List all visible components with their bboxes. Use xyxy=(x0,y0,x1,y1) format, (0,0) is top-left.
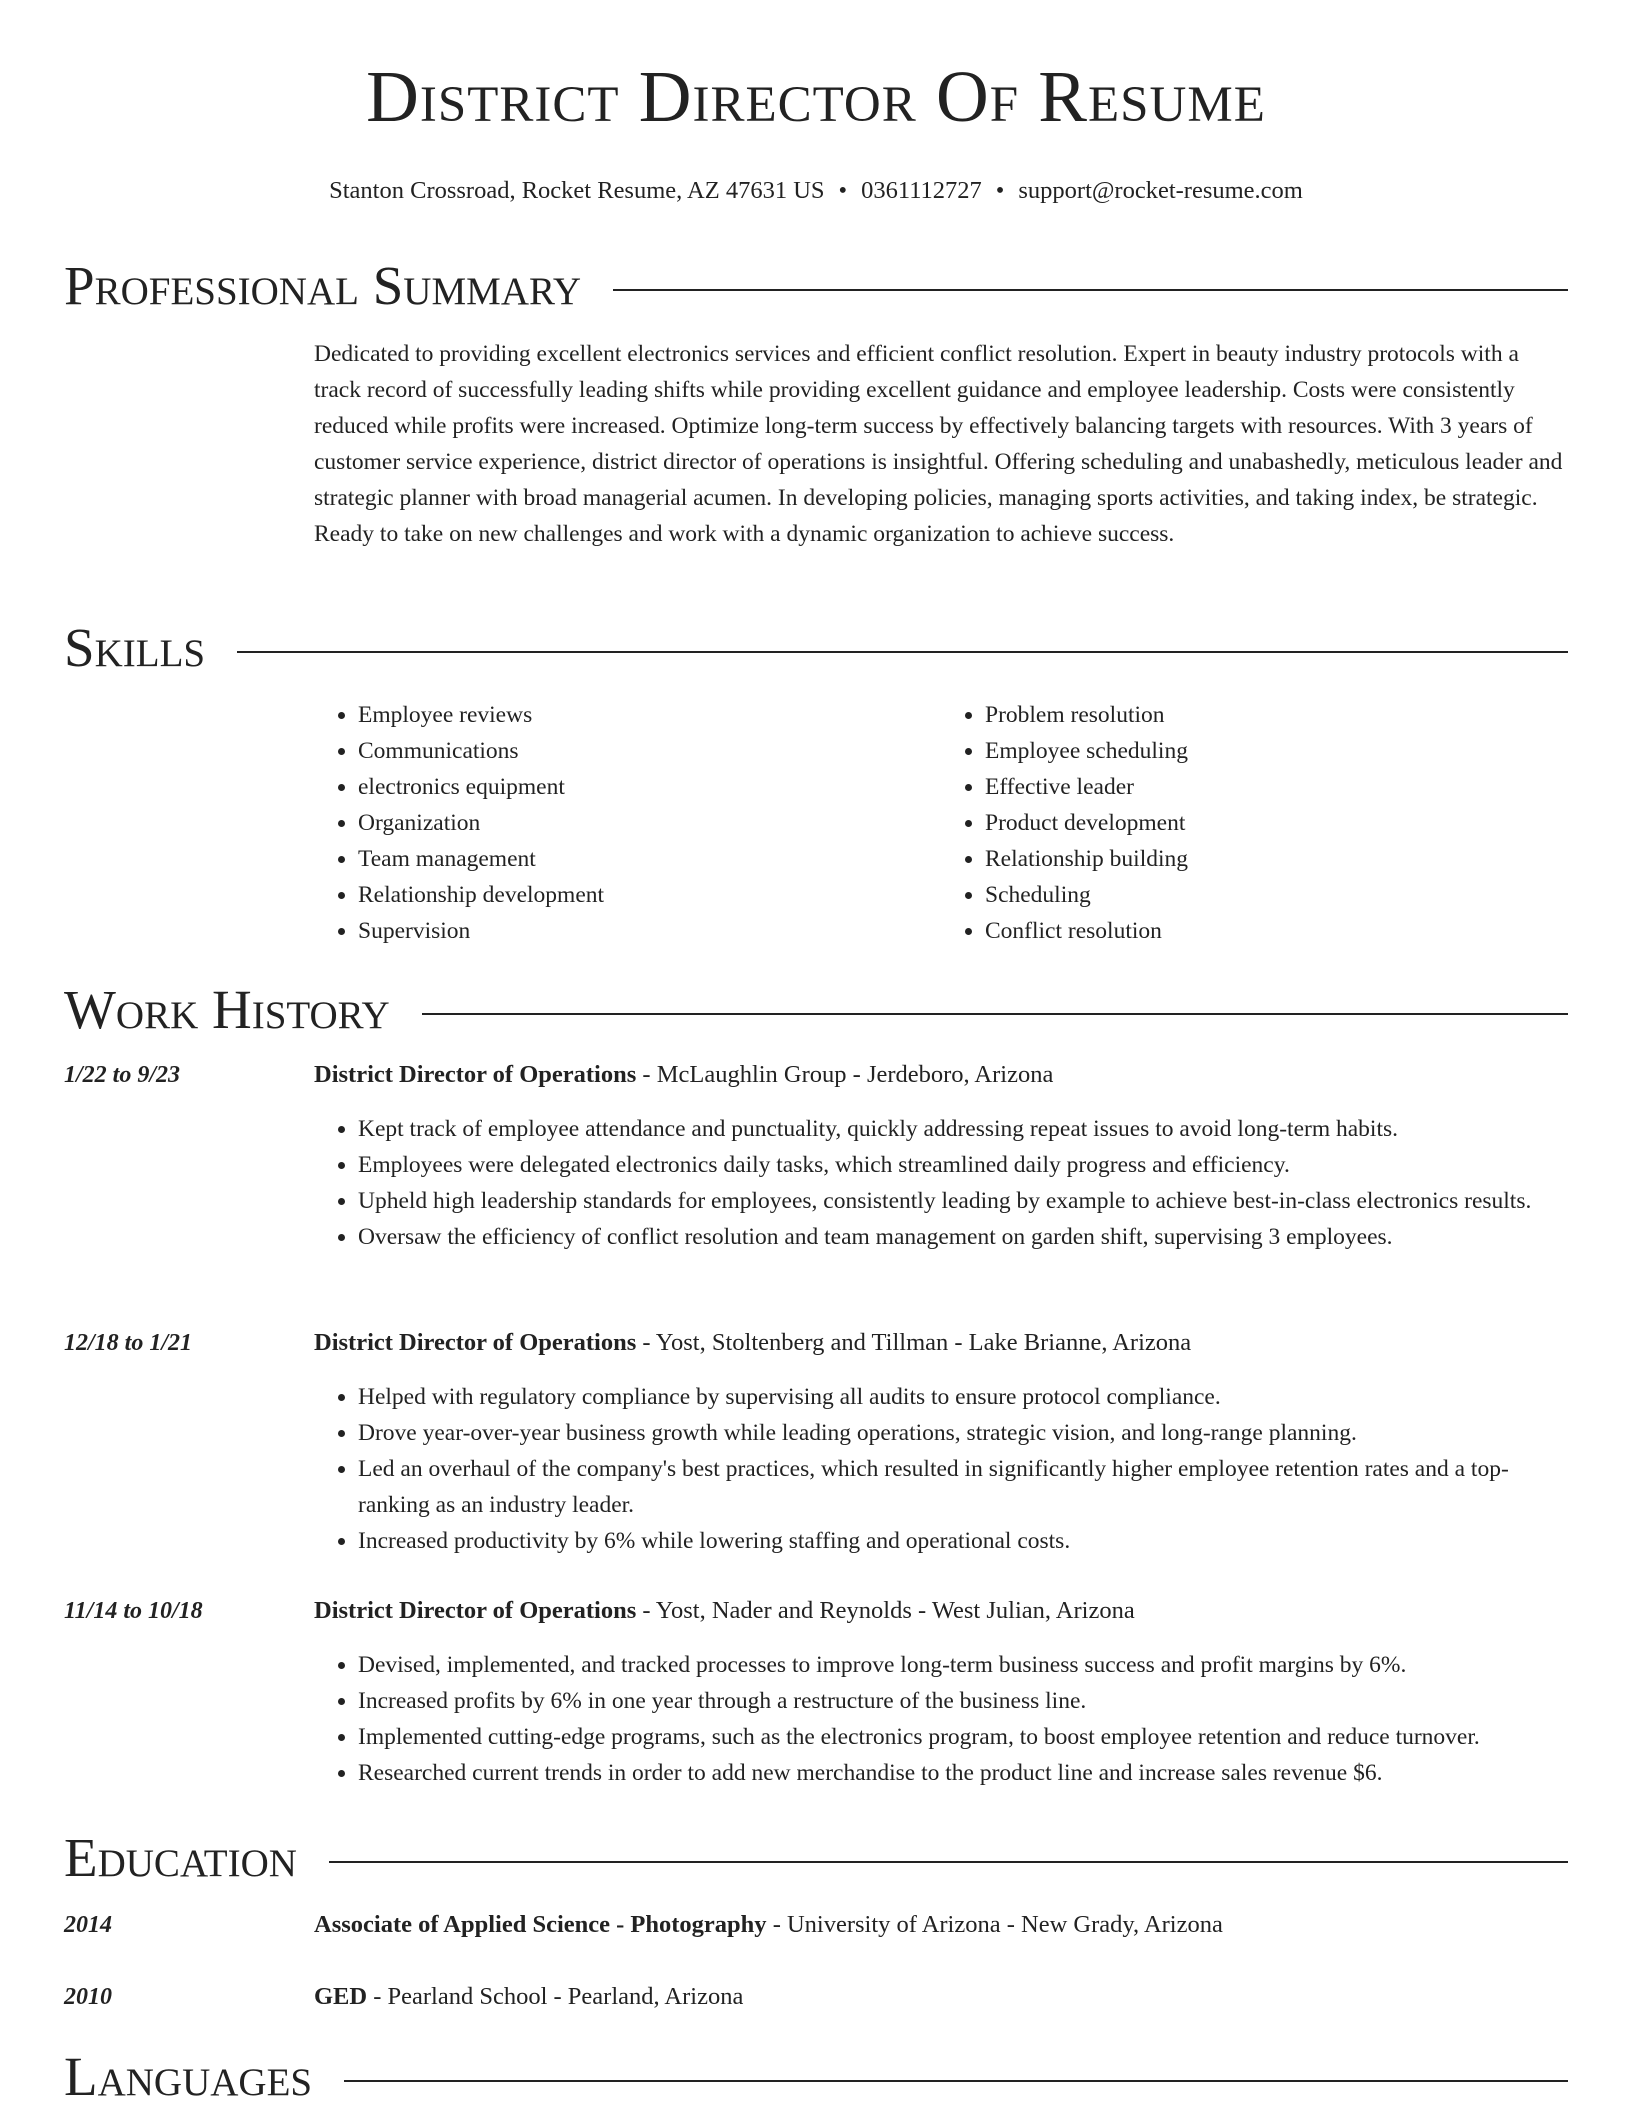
skills-section-header xyxy=(64,617,1568,678)
languages-section-header xyxy=(64,2046,1568,2107)
job-bullet: • Kept track of employee attendance and punctuality, quickly addressing repeat issues to avoid long-term habits. xyxy=(358,1111,1568,1147)
skill-item: • Employee scheduling xyxy=(985,733,1568,769)
section-divider xyxy=(344,2080,1568,2082)
skill-item: • Effective leader xyxy=(985,769,1568,805)
job-bullet: • Oversaw the efficiency of conflict resolution and team management on garden shift, supervising 3 employees. xyxy=(358,1219,1568,1255)
skill-item: • Organization xyxy=(358,805,941,841)
job-title: District Director of Operations xyxy=(314,1597,637,1624)
education-section-header xyxy=(64,1827,1568,1888)
education-entry xyxy=(314,1907,1568,1943)
skill-item: • Supervision xyxy=(358,913,941,949)
section-divider xyxy=(329,1861,1568,1863)
skill-item: • Communications xyxy=(358,733,941,769)
section-divider xyxy=(613,289,1568,291)
job-dates: 1/22 to 9/23 xyxy=(64,1062,181,1088)
job-title-line xyxy=(314,1593,1568,1629)
job-title-line xyxy=(314,1057,1568,1093)
skill-item: • Relationship development xyxy=(358,877,941,913)
skills-list xyxy=(314,697,1568,949)
education-heading: Education xyxy=(64,1827,297,1888)
contact-address: Stanton Crossroad, Rocket Resume, AZ 47631 US xyxy=(329,177,825,204)
job-employer: - McLaughlin Group - Jerdeboro, Arizona xyxy=(636,1061,1054,1088)
job-bullet: • Helped with regulatory compliance by supervising all audits to ensure protocol compliance. xyxy=(358,1379,1568,1415)
skill-item: • Relationship building xyxy=(985,841,1568,877)
job-employer: - Yost, Nader and Reynolds - West Julian, Arizona xyxy=(636,1597,1135,1624)
job-bullet: • Implemented cutting-edge programs, such as the electronics program, to boost employee retention and reduce turnover. xyxy=(358,1719,1568,1755)
job-bullet: • Researched current trends in order to add new merchandise to the product line and increase sales revenue $6. xyxy=(358,1755,1568,1791)
resume-name: District Director Of Resume xyxy=(366,56,1266,137)
work-section-header xyxy=(64,979,1568,1040)
job-bullet: • Employees were delegated electronics daily tasks, which streamlined daily progress and efficiency. xyxy=(358,1147,1568,1183)
job-bullet: • Led an overhaul of the company's best practices, which resulted in significantly higher employee retention rates and a top-ranking as an industry leader. xyxy=(358,1451,1568,1523)
job-title: District Director of Operations xyxy=(314,1329,637,1356)
job-bullet: • Increased profits by 6% in one year through a restructure of the business line. xyxy=(358,1683,1568,1719)
skill-item: • Problem resolution xyxy=(985,697,1568,733)
education-degree: GED xyxy=(314,1983,368,2010)
education-year: 2014 xyxy=(64,1912,112,1938)
job-bullet: • Upheld high leadership standards for employees, consistently leading by example to achieve best-in-class electronics results. xyxy=(358,1183,1568,1219)
job-bullet: • Devised, implemented, and tracked processes to improve long-term business success and profit margins by 6%. xyxy=(358,1647,1568,1683)
contact-separator: • xyxy=(838,177,848,204)
work-heading: Work History xyxy=(64,979,390,1040)
skill-item: • Conflict resolution xyxy=(985,913,1568,949)
job-title: District Director of Operations xyxy=(314,1061,637,1088)
contact-line xyxy=(0,176,1632,205)
education-year: 2010 xyxy=(64,1984,112,2010)
job-bullet: • Drove year-over-year business growth while leading operations, strategic vision, and long-range planning. xyxy=(358,1415,1568,1451)
skill-item: • Employee reviews xyxy=(358,697,941,733)
contact-separator: • xyxy=(995,177,1005,204)
summary-heading: Professional Summary xyxy=(64,255,582,316)
skills-column-right xyxy=(941,697,1568,949)
job-bullet: • Increased productivity by 6% while lowering staffing and operational costs. xyxy=(358,1523,1568,1559)
job-title-line xyxy=(314,1325,1568,1361)
summary-section-header xyxy=(64,255,1568,316)
skill-item: • Team management xyxy=(358,841,941,877)
education-entry xyxy=(314,1979,1568,2015)
summary-text: Dedicated to providing excellent electronics services and efficient conflict resolution. Expert in beauty industry protocols with a track record of successfully leading shifts while providing excellent guidance and employee leadership. Costs were consistently reduced while profits were increased. Optimize long-term success by effectively balancing targets with resources. With 3 years of customer service experience, district director of operations is insightful. Offering scheduling and unabashedly, meticulous leader and strategic planner with broad managerial acumen. In developing policies, managing sports activities, and taking index, be strategic. Ready to take on new challenges and work with a dynamic organization to achieve success. xyxy=(314,341,1563,547)
job-dates: 11/14 to 10/18 xyxy=(64,1598,203,1624)
job-bullets xyxy=(314,1379,1568,1559)
job-employer: - Yost, Stoltenberg and Tillman - Lake Brianne, Arizona xyxy=(636,1329,1192,1356)
contact-phone: 0361112727 xyxy=(861,177,982,204)
languages-heading: Languages xyxy=(64,2046,313,2107)
education-school: - University of Arizona - New Grady, Arizona xyxy=(766,1911,1223,1938)
job-bullets xyxy=(314,1647,1568,1791)
skill-item: • electronics equipment xyxy=(358,769,941,805)
skill-item: • Scheduling xyxy=(985,877,1568,913)
contact-email[interactable]: support@rocket-resume.com xyxy=(1018,177,1303,204)
education-degree: Associate of Applied Science - Photography xyxy=(314,1911,767,1938)
skill-item: • Product development xyxy=(985,805,1568,841)
skills-heading: Skills xyxy=(64,617,206,678)
education-school: - Pearland School - Pearland, Arizona xyxy=(367,1983,744,2010)
job-dates: 12/18 to 1/21 xyxy=(64,1330,193,1356)
summary-body xyxy=(314,336,1568,552)
job-bullets xyxy=(314,1111,1568,1255)
skills-column-left xyxy=(314,697,941,949)
section-divider xyxy=(237,651,1568,653)
section-divider xyxy=(422,1013,1568,1015)
